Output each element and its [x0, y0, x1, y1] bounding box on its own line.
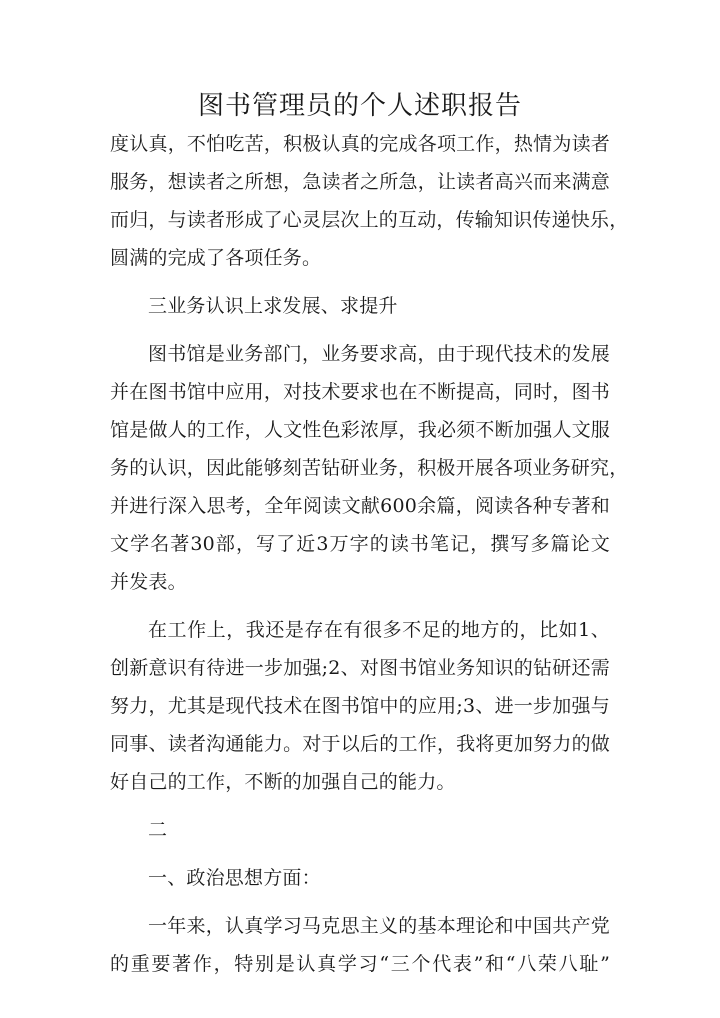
text-line: 圆满的完成了各项任务。: [110, 247, 322, 269]
document-title: 图书管理员的个人述职报告: [197, 91, 522, 121]
text-line: 创新意识有待进一步加强;2、对图书馆业务知识的钻研还需: [110, 657, 610, 679]
document-body: [110, 128, 629, 986]
text-line: 的重要著作，特别是认真学习“三个代表”和“八荣八耻”: [110, 953, 610, 975]
text-line: 图书馆是业务部门，业务要求高，由于现代技术的发展: [148, 343, 610, 365]
text-line: 并发表。: [110, 571, 187, 593]
text-line: 馆是做人的工作，人文性色彩浓厚，我必须不断加强人文服: [110, 419, 610, 441]
text-line: 一年来，认真学习马克思主义的基本理论和中国共产党: [148, 915, 610, 937]
text-line: 并在图书馆中应用，对技术要求也在不断提高，同时，图书: [110, 381, 610, 403]
section-heading: 一、政治思想方面：: [148, 867, 321, 889]
text-line: 度认真，不怕吃苦，积极认真的完成各项工作，热情为读者: [110, 133, 610, 155]
text-line: 服务，想读者之所想，急读者之所急，让读者高兴而来满意: [110, 171, 610, 193]
section-number: 二: [148, 819, 168, 841]
text-line: 好自己的工作，不断的加强自己的能力。: [110, 771, 456, 793]
section-heading: 三业务认识上求发展、求提升: [148, 295, 398, 317]
text-line: 在工作上，我还是存在有很多不足的地方的，比如1、: [148, 619, 610, 641]
text-line: 务的认识，因此能够刻苦钻研业务，积极开展各项业务研究，: [110, 457, 629, 479]
text-line: 同事、读者沟通能力。对于以后的工作，我将更加努力的做: [110, 733, 610, 755]
text-line: 而归，与读者形成了心灵层次上的互动，传输知识传递快乐，: [110, 209, 629, 231]
text-line: 文学名著30部，写了近3万字的读书笔记，撰写多篇论文: [110, 533, 610, 555]
text-line: 努力，尤其是现代技术在图书馆中的应用;3、进一步加强与: [110, 695, 610, 717]
text-line: 并进行深入思考，全年阅读文献600余篇，阅读各种专著和: [110, 495, 610, 517]
